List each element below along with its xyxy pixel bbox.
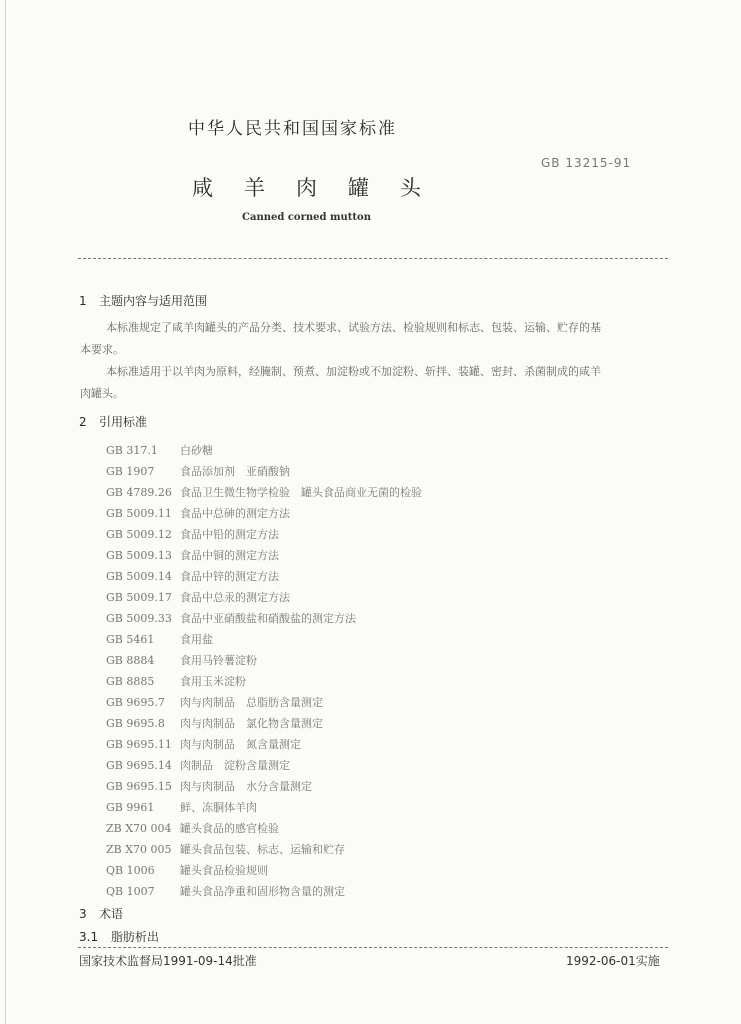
reference-code: GB 5009.33 (106, 612, 172, 625)
reference-title: 食用盐 (180, 633, 213, 646)
reference-code: ZB X70 004 (106, 822, 172, 835)
reference-item (106, 883, 345, 899)
paragraph-line: 肉罐头。 (80, 387, 124, 400)
reference-code: QB 1006 (106, 864, 155, 877)
section-3-heading (79, 905, 123, 922)
paragraph-line: 本标准规定了咸羊肉罐头的产品分类、技术要求、试验方法、检验规则和标志、包装、运输、贮存的基 (106, 321, 601, 334)
reference-code: GB 4789.26 (106, 486, 172, 499)
national-standard-header: 中华人民共和国国家标准 (188, 119, 397, 139)
reference-code: GB 9695.14 (106, 759, 172, 772)
paragraph-line: 本标准适用于以羊肉为原料，经腌制、预煮、加淀粉或不加淀粉、斩拌、装罐、密封、杀菌制成的咸羊 (106, 365, 601, 378)
title-char: 咸 (192, 176, 213, 200)
reference-title: 肉与肉制品 水分含量测定 (180, 780, 312, 793)
effective-date: 1992-06-01实施 (566, 954, 660, 968)
reference-code: GB 8884 (106, 654, 155, 667)
reference-item (106, 610, 356, 626)
reference-code: ZB X70 005 (106, 843, 172, 856)
reference-code: GB 9695.15 (106, 780, 172, 793)
reference-title: 食品中铅的测定方法 (180, 528, 279, 541)
subsection-number: 3.1 (79, 930, 99, 944)
title-char: 罐 (348, 176, 369, 200)
approval-date: 国家技术监督局1991-09-14批准 (79, 954, 257, 968)
reference-title: 罐头食品包装、标志、运输和贮存 (180, 843, 345, 856)
reference-item (106, 799, 257, 815)
reference-item (106, 757, 290, 773)
reference-title: 罐头食品检验规则 (180, 864, 268, 877)
subsection-title: 脂肪析出 (111, 930, 160, 944)
reference-item (106, 694, 323, 710)
section-title: 主题内容与适用范围 (99, 294, 208, 308)
reference-item (106, 484, 422, 500)
standard-code: GB 13215-91 (541, 156, 632, 170)
reference-item (106, 463, 290, 479)
header-divider (78, 258, 668, 259)
reference-item (106, 442, 213, 458)
reference-item (106, 568, 279, 584)
section-number: 1 (79, 294, 87, 308)
section-2-heading (79, 413, 147, 430)
reference-code: GB 5009.14 (106, 570, 172, 583)
section-1-heading (79, 292, 207, 309)
reference-code: GB 317.1 (106, 444, 158, 457)
reference-code: GB 9695.8 (106, 717, 165, 730)
title-char: 羊 (244, 176, 265, 200)
reference-item (106, 778, 312, 794)
reference-item (106, 841, 345, 857)
reference-code: GB 9695.11 (106, 738, 172, 751)
reference-title: 食用玉米淀粉 (180, 675, 246, 688)
reference-title: 肉制品 淀粉含量测定 (180, 759, 290, 772)
reference-title: 罐头食品的感官检验 (180, 822, 279, 835)
reference-title: 食品中锌的测定方法 (180, 570, 279, 583)
section-title: 术语 (99, 907, 124, 921)
paragraph-line: 本要求。 (80, 343, 124, 356)
section-number: 3 (79, 907, 87, 921)
reference-title: 鲜、冻胴体羊肉 (180, 801, 257, 814)
reference-title: 白砂糖 (180, 444, 213, 457)
reference-item (106, 589, 290, 605)
reference-item (106, 715, 323, 731)
reference-title: 食品中总砷的测定方法 (180, 507, 290, 520)
reference-code: GB 9695.7 (106, 696, 165, 709)
reference-code: GB 1907 (106, 465, 155, 478)
reference-item (106, 673, 246, 689)
reference-title: 食品中亚硝酸盐和硝酸盐的测定方法 (180, 612, 356, 625)
reference-code: GB 9961 (106, 801, 155, 814)
reference-title: 食品添加剂 亚硝酸钠 (180, 465, 290, 478)
reference-title: 食品卫生微生物学检验 罐头食品商业无菌的检验 (180, 486, 422, 499)
reference-code: GB 5009.11 (106, 507, 172, 520)
reference-title: 罐头食品净重和固形物含量的测定 (180, 885, 345, 898)
title-char: 肉 (296, 176, 317, 200)
reference-code: GB 5009.13 (106, 549, 172, 562)
reference-code: QB 1007 (106, 885, 155, 898)
reference-item (106, 736, 301, 752)
subsection-3-1-heading (79, 928, 159, 945)
reference-code: GB 5461 (106, 633, 155, 646)
reference-item (106, 505, 290, 521)
reference-item (106, 820, 279, 836)
reference-title: 食用马铃薯淀粉 (180, 654, 257, 667)
reference-item (106, 631, 213, 647)
reference-code: GB 5009.17 (106, 591, 172, 604)
reference-item (106, 862, 268, 878)
reference-item (106, 652, 257, 668)
reference-title: 食品中总汞的测定方法 (180, 591, 290, 604)
document-title (192, 172, 452, 202)
section-title: 引用标准 (99, 415, 148, 429)
reference-item (106, 526, 279, 542)
binding-edge-line (5, 0, 6, 1024)
reference-title: 肉与肉制品 总脂肪含量测定 (180, 696, 323, 709)
reference-title: 肉与肉制品 氮含量测定 (180, 738, 301, 751)
reference-code: GB 8885 (106, 675, 155, 688)
reference-code: GB 5009.12 (106, 528, 172, 541)
section-number: 2 (79, 415, 87, 429)
english-title: Canned corned mutton (242, 212, 371, 223)
reference-title: 食品中铜的测定方法 (180, 549, 279, 562)
title-char: 头 (400, 176, 421, 200)
reference-title: 肉与肉制品 氯化物含量测定 (180, 717, 323, 730)
footer-divider (78, 947, 668, 948)
reference-item (106, 547, 279, 563)
